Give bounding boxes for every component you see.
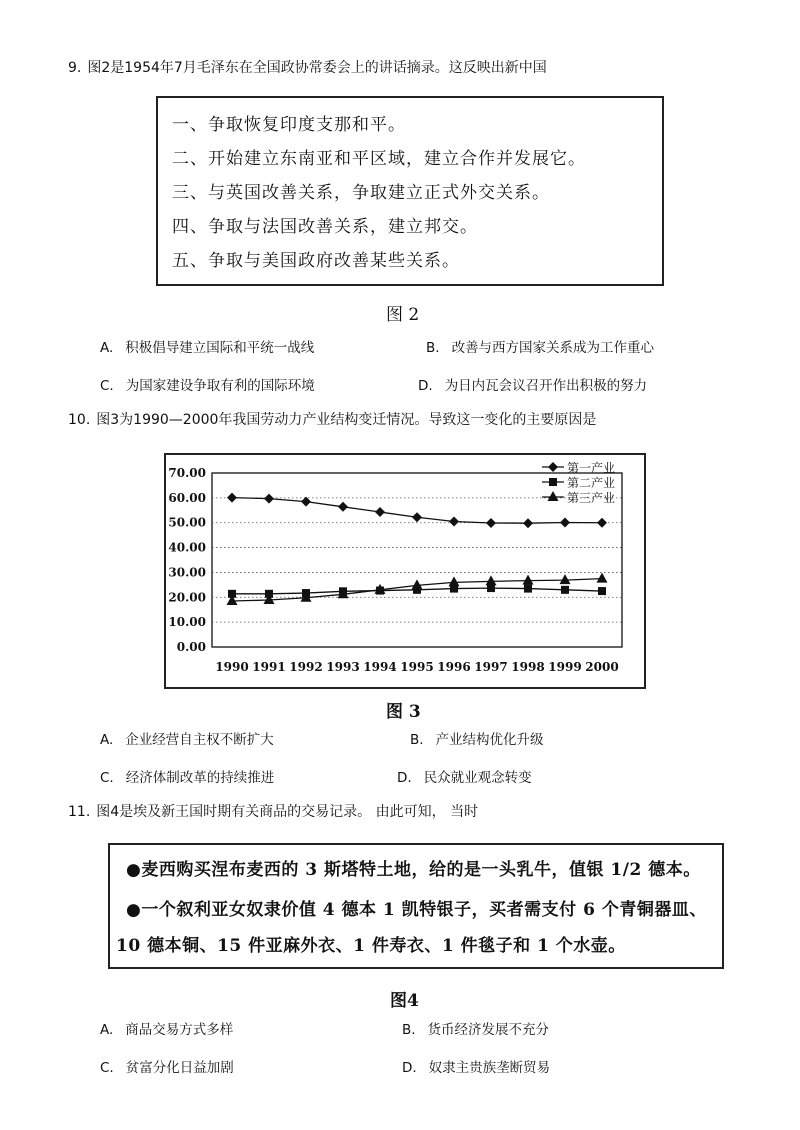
- option-text: 经济体制改革的持续推进: [125, 770, 275, 786]
- option-d[interactable]: [397, 766, 532, 786]
- legend-marker: [548, 491, 559, 501]
- option-c[interactable]: [100, 766, 274, 786]
- data-point-series-1: [227, 493, 237, 503]
- data-point-series-1: [412, 512, 422, 522]
- option-b[interactable]: [410, 728, 544, 748]
- legend-label: 第二产业: [567, 476, 616, 490]
- figure-2-box: [156, 96, 664, 286]
- option-letter: D.: [418, 378, 433, 394]
- data-point-series-1: [449, 516, 459, 526]
- data-point-series-3: [449, 576, 460, 586]
- option-text: 企业经营自主权不断扩大: [125, 732, 274, 748]
- option-text: 商品交易方式多样: [125, 1022, 234, 1038]
- option-letter: B.: [410, 732, 424, 748]
- data-point-series-3: [597, 573, 608, 583]
- figure-2-line: 一、争取恢复印度支那和平。: [172, 115, 406, 135]
- y-tick-label: 50.00: [168, 515, 206, 530]
- y-tick-label: 60.00: [168, 490, 206, 505]
- legend-label: 第三产业: [567, 491, 616, 505]
- option-letter: A.: [100, 732, 114, 748]
- question-text: 图3为1990—2000年我国劳动力产业结构变迁情况。导致这一变化的主要原因是: [96, 412, 597, 428]
- option-a[interactable]: [100, 728, 274, 748]
- option-d[interactable]: [402, 1056, 550, 1076]
- x-tick-label: 1998: [511, 660, 545, 674]
- question-number: 9.: [68, 60, 82, 76]
- option-letter: D.: [397, 770, 412, 786]
- data-point-series-2: [524, 585, 532, 593]
- data-point-series-1: [597, 518, 607, 528]
- x-tick-label: 1996: [437, 660, 471, 674]
- option-letter: C.: [100, 770, 114, 786]
- legend-marker: [548, 462, 558, 472]
- y-tick-label: 70.00: [168, 466, 206, 480]
- option-text: 产业结构优化升级: [435, 732, 544, 748]
- data-point-series-1: [375, 507, 385, 517]
- question-text: 图2是1954年7月毛泽东在全国政协常委会上的讲话摘录。这反映出新中国: [87, 60, 547, 76]
- option-text: 奴隶主贵族垄断贸易: [428, 1060, 551, 1076]
- question-number: 10.: [68, 412, 91, 428]
- data-point-series-1: [264, 494, 274, 504]
- data-point-series-3: [560, 574, 571, 584]
- option-text: 民众就业观念转变: [423, 770, 532, 786]
- data-point-series-1: [486, 518, 496, 528]
- question-11-stem: [68, 802, 478, 822]
- figure-4-line: 10 德本铜、15 件亚麻外衣、1 件寿衣、1 件毯子和 1 个水壶。: [116, 936, 626, 956]
- figure-2-line: 四、争取与法国改善关系，建立邦交。: [172, 217, 478, 237]
- option-letter: C.: [100, 1060, 114, 1076]
- y-tick-label: 30.00: [168, 565, 206, 580]
- x-tick-label: 1994: [363, 660, 397, 674]
- option-letter: D.: [402, 1060, 417, 1076]
- y-tick-label: 10.00: [168, 615, 206, 630]
- x-tick-label: 1990: [215, 660, 249, 674]
- x-tick-label: 1997: [474, 660, 508, 674]
- figure-2-line: 三、与英国改善关系，争取建立正式外交关系。: [172, 183, 550, 203]
- option-letter: A.: [100, 1022, 114, 1038]
- x-tick-label: 1993: [326, 660, 360, 674]
- figure-4-line: ●麦西购买涅布麦西的 3 斯塔特土地，给的是一头乳牛，值银 1/2 德本。: [126, 860, 701, 880]
- question-text: 图4是埃及新王国时期有关商品的交易记录。 由此可知， 当时: [96, 804, 479, 820]
- option-c[interactable]: [100, 374, 315, 394]
- data-point-series-2: [561, 586, 569, 594]
- option-b[interactable]: [426, 336, 654, 356]
- option-text: 货币经济发展不充分: [427, 1022, 550, 1038]
- option-text: 为国家建设争取有利的国际环境: [125, 378, 315, 394]
- option-letter: C.: [100, 378, 114, 394]
- option-d[interactable]: [418, 374, 647, 394]
- figure-4-box: [108, 843, 724, 969]
- option-text: 积极倡导建立国际和平统一战线: [125, 340, 315, 356]
- data-point-series-3: [523, 575, 534, 585]
- option-text: 为日内瓦会议召开作出积极的努力: [444, 378, 648, 394]
- figure-4-caption: 图4: [390, 991, 419, 1011]
- data-point-series-1: [523, 518, 533, 528]
- question-9-stem: [68, 58, 547, 78]
- option-text: 贫富分化日益加剧: [125, 1060, 234, 1076]
- figure-2-line: 二、开始建立东南亚和平区域，建立合作并发展它。: [172, 149, 586, 169]
- data-point-series-3: [486, 575, 497, 585]
- figure-3-chart: [166, 455, 644, 687]
- x-tick-label: 1999: [548, 660, 582, 674]
- option-c[interactable]: [100, 1056, 234, 1076]
- option-a[interactable]: [100, 336, 314, 356]
- x-tick-label: 2000: [585, 660, 619, 674]
- figure-4-line: ●一个叙利亚女奴隶价值 4 德本 1 凯特银子，买者需支付 6 个青铜器皿、: [126, 900, 707, 920]
- y-tick-label: 0.00: [176, 640, 206, 654]
- figure-3-chart-frame: [164, 453, 646, 689]
- x-tick-label: 1991: [252, 660, 286, 674]
- question-10-stem: [68, 410, 596, 430]
- x-tick-label: 1995: [400, 660, 434, 674]
- option-a[interactable]: [100, 1018, 233, 1038]
- x-tick-label: 1992: [289, 660, 323, 674]
- legend-label: 第一产业: [567, 461, 616, 475]
- figure-2-line: 五、争取与美国政府改善某些关系。: [172, 251, 460, 271]
- data-point-series-1: [338, 502, 348, 512]
- y-tick-label: 40.00: [168, 540, 206, 555]
- legend-marker: [549, 478, 557, 486]
- data-point-series-3: [412, 579, 423, 589]
- y-tick-label: 20.00: [168, 590, 206, 605]
- option-letter: B.: [426, 340, 440, 356]
- data-point-series-1: [560, 517, 570, 527]
- question-number: 11.: [68, 804, 91, 820]
- option-b[interactable]: [402, 1018, 549, 1038]
- figure-2-caption: 图 2: [386, 305, 420, 325]
- option-text: 改善与西方国家关系成为工作重心: [451, 340, 655, 356]
- data-point-series-2: [598, 587, 606, 595]
- option-letter: B.: [402, 1022, 416, 1038]
- option-letter: A.: [100, 340, 114, 356]
- figure-3-caption: 图 3: [386, 702, 421, 722]
